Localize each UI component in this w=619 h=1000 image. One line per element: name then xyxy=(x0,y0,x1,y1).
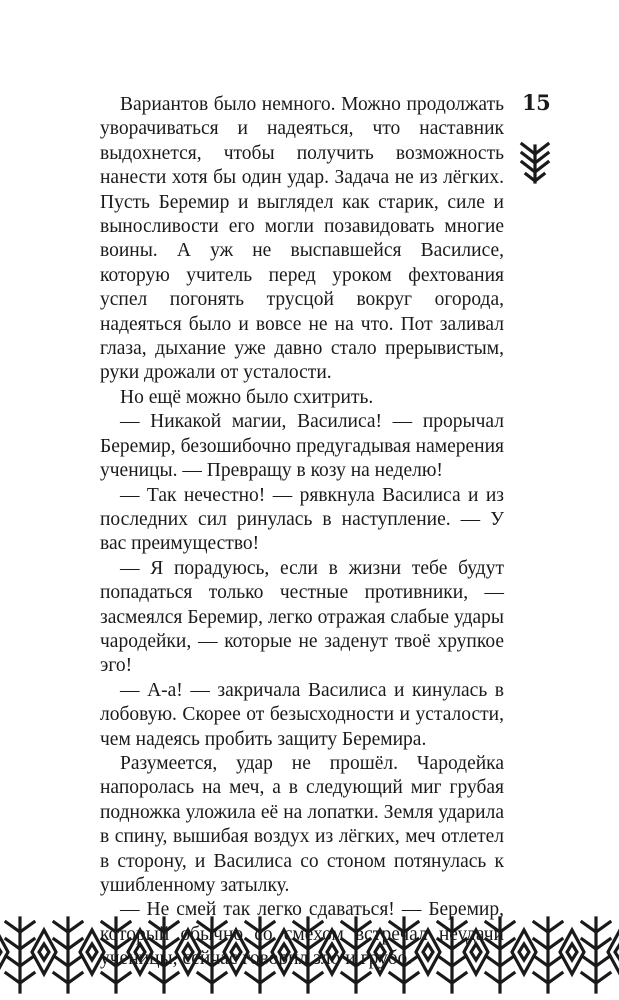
paragraph: — Никакой магии, Василиса! — прорычал Беремир, безошибочно предугадывая намерения ученицы. — Превращу в козу на неделю! xyxy=(100,411,504,482)
tree-ornament-icon xyxy=(518,140,552,186)
paragraph: — Так нечестно! — рявкнула Василиса и из последних сил ринулась в наступление. — У вас преимущество! xyxy=(100,484,504,555)
paragraph: — Я порадуюсь, если в жизни тебе будут попадаться только честные противники, — засмеялся Беремир, легко отражая слабые удары чародейки, — которые не заденут твоё хрупкое эго! xyxy=(100,557,504,677)
paragraph: Вариантов было немного. Можно продолжать уворачиваться и надеяться, что наставник выдохнется, чтобы получить возможность нанести хотя бы один удар. Задача не из лёгких. Пусть Беремир и выглядел как старик, силе и выносливости его могли позавидовать многие воины. А уж не выспавшейся Василисе, которую учитель перед уроком фехтования успел погонять трусцой вокруг огорода, надеяться было и вовсе не на что. Пот заливал глаза, дыхание уже давно стало прерывистым, руки дрожали от усталости. xyxy=(100,94,504,384)
folk-border-ornament-icon xyxy=(0,900,619,1000)
paragraph: Но ещё можно было схитрить. xyxy=(120,386,374,408)
paragraph: Разумеется, удар не прошёл. Чародейка напоролась на меч, а в следующий миг грубая подножка уложила её на лопатки. Земля ударила в спину, вышибая воздух из лёгких, меч отлетел в сторону, и Василиса со стоном потянулась к ушибленному затылку. xyxy=(100,752,504,896)
page-number: 15 xyxy=(522,90,551,115)
paragraph: — Не смей так легко сдаваться! — Беремир, который обычно со смехом встречал неудачи ученицы, сейчас говорил зло и грубо. xyxy=(100,899,504,970)
body-text xyxy=(100,93,504,972)
paragraph: — А-а! — закричала Василиса и кинулась в лобовую. Скорее от безысходности и усталости, чем надеясь пробить защиту Беремира. xyxy=(100,679,504,750)
